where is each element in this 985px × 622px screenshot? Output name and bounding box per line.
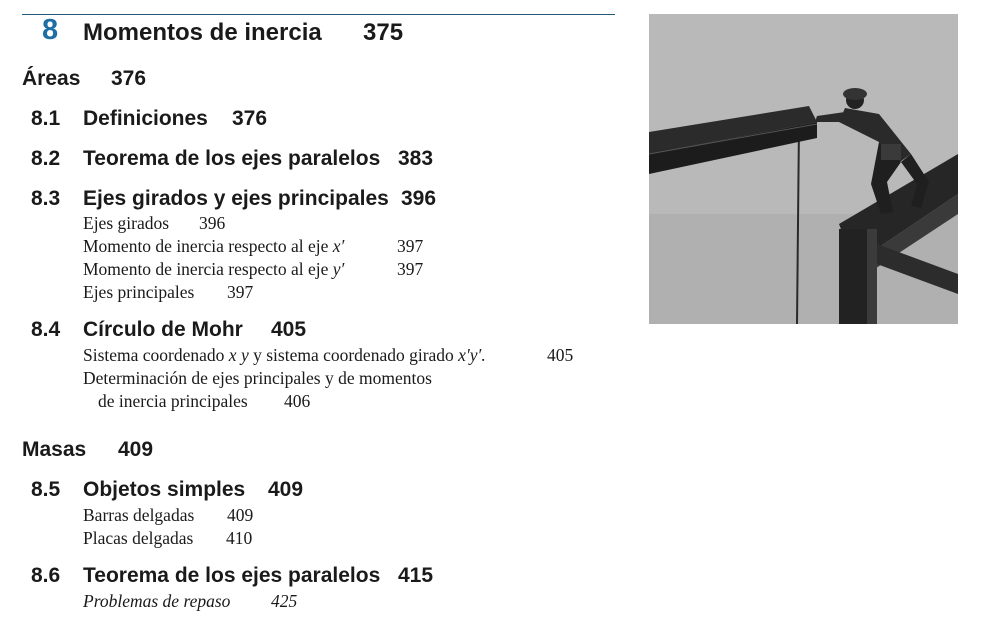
- subsection-variable: y′: [332, 259, 345, 279]
- section-page: 405: [271, 318, 307, 341]
- section-page: 415: [398, 564, 434, 587]
- subsection-text: de inercia principales: [98, 391, 248, 411]
- section-number: 8.3: [31, 187, 61, 210]
- section-title: Círculo de Mohr: [83, 318, 243, 341]
- part-page-areas: 376: [111, 67, 147, 90]
- section-page: 383: [398, 147, 434, 170]
- subsection-text: Barras delgadas: [83, 505, 195, 525]
- subsection-page: 406: [284, 391, 311, 411]
- subsection-text: Momento de inercia respecto al eje x′: [83, 236, 345, 256]
- subsection-variable: x′: [332, 236, 345, 256]
- section-title: Teorema de los ejes paralelos: [83, 564, 381, 587]
- subsection-page: 397: [397, 259, 424, 279]
- subsection-page: 405: [547, 345, 574, 365]
- subsection-page: 425: [271, 591, 298, 611]
- section-number: 8.6: [31, 564, 61, 587]
- section-page: 376: [232, 107, 268, 130]
- section-number: 8.5: [31, 478, 61, 501]
- subsection-page: 409: [227, 505, 254, 525]
- section-page: 396: [401, 187, 437, 210]
- construction-worker-on-steel-beam-icon: [649, 14, 958, 324]
- subsection-text: Sistema coordenado x y y sistema coordenado girado x′y′.: [83, 345, 486, 365]
- part-page-masas: 409: [118, 438, 154, 461]
- section-title: Teorema de los ejes paralelos: [83, 147, 381, 170]
- subsection-text: Momento de inercia respecto al eje y′: [83, 259, 345, 279]
- chapter-top-rule: [22, 14, 615, 15]
- subsection-text: Placas delgadas: [83, 528, 194, 548]
- construction-worker-photo: [649, 14, 958, 324]
- chapter-page: 375: [363, 19, 404, 46]
- chapter-title: Momentos de inercia: [83, 19, 322, 46]
- section-number: 8.1: [31, 107, 61, 130]
- part-title-masas: Masas: [22, 438, 87, 461]
- section-title: Objetos simples: [83, 478, 246, 501]
- chapter-number: 8: [42, 14, 59, 46]
- section-title: Definiciones: [83, 107, 208, 130]
- subsection-page: 397: [397, 236, 424, 256]
- subsection-page: 410: [226, 528, 253, 548]
- section-page: 409: [268, 478, 304, 501]
- section-title: Ejes girados y ejes principales: [83, 187, 389, 210]
- subsection-text: Ejes principales: [83, 282, 195, 302]
- subsection-page: 397: [227, 282, 254, 302]
- subsection-text: Problemas de repaso: [83, 591, 231, 611]
- subsection-text: Ejes girados: [83, 213, 170, 233]
- section-number: 8.2: [31, 147, 61, 170]
- part-title-areas: Áreas: [22, 67, 81, 90]
- subsection-page: 396: [199, 213, 226, 233]
- section-number: 8.4: [31, 318, 61, 341]
- subsection-text: Determinación de ejes principales y de momentos: [83, 368, 432, 388]
